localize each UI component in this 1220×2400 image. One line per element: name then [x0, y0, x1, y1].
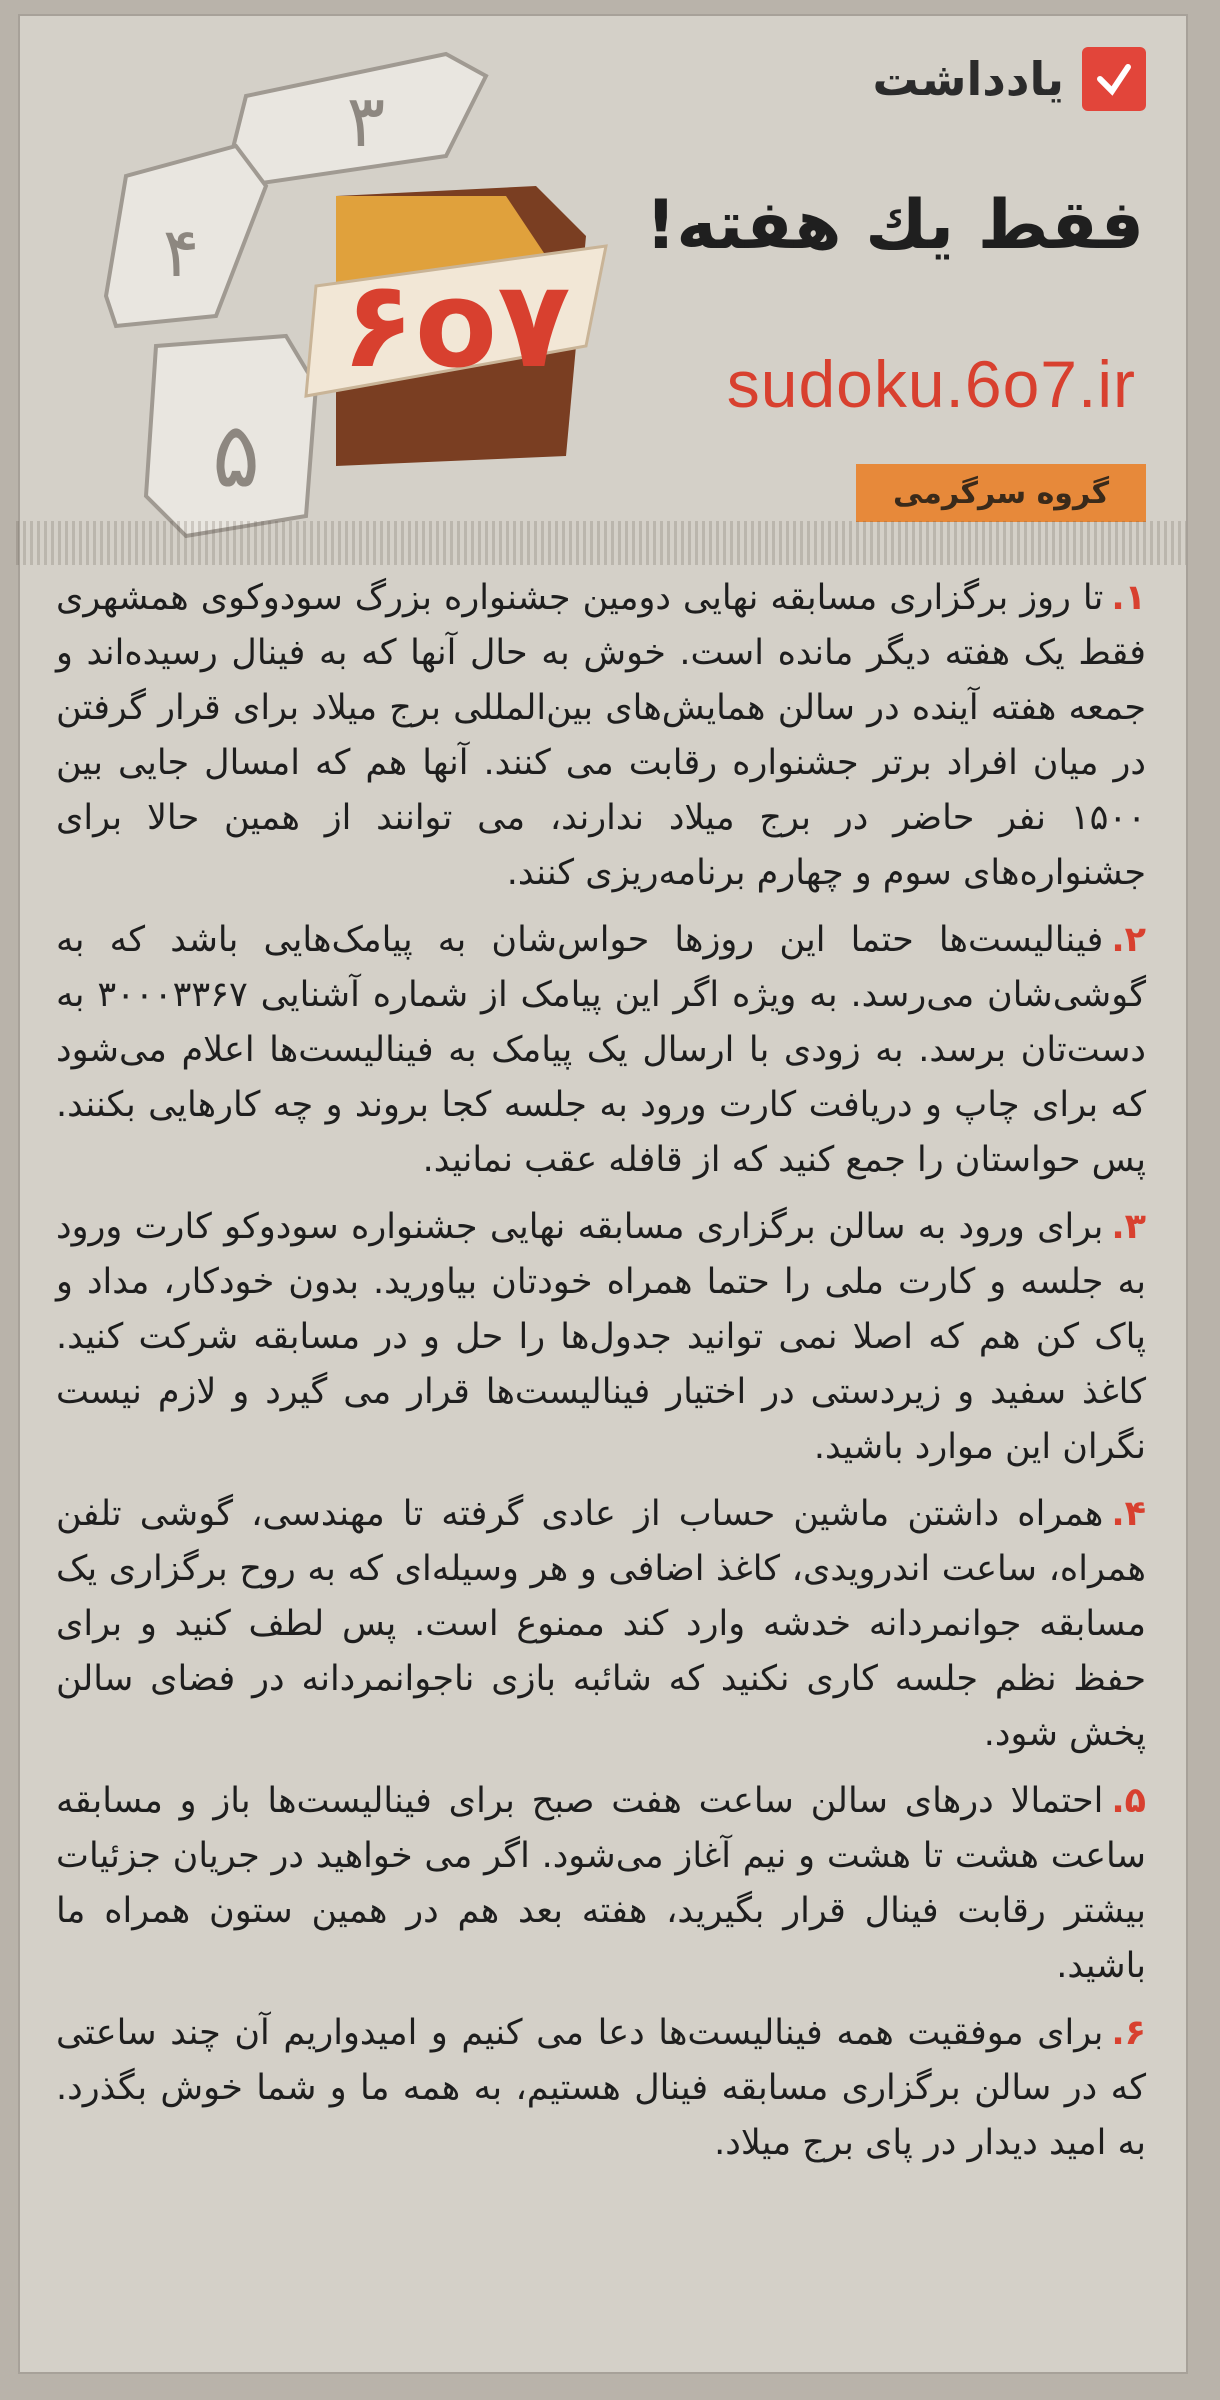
paragraph-text: برای موفقیت همه فینالیست‌ها دعا می کنیم و امیدواریم آن چند ساعتی که در سالن برگزاری مسابقه فینال هستیم، به همه ما و شما خوش بگذرد. به امید دیدار در پای برج میلاد.	[56, 2013, 1146, 2163]
dotted-divider	[16, 521, 1186, 565]
paragraph-text: برای ورود به سالن برگزاری مسابقه نهایی جشنواره سودوکو کارت ورود به جلسه و کارت ملی را حتما همراه خودتان بیاورید. بدون خودکار، مداد و پاک کن هم که اصلا نمی توانید جدول‌ها را حل و در مسابقه شرکت کنید. کاغذ سفید و زیردستی در اختیار فینالیست‌ها قرار می گیرد و لازم نیست نگران این موارد باشید.	[56, 1207, 1146, 1467]
paragraph-1	[56, 571, 1146, 901]
section-tag	[873, 44, 1146, 114]
tile-4-number: ۴	[162, 214, 200, 293]
tile-3	[231, 54, 486, 186]
paragraph-text: فینالیست‌ها حتما این روزها حواس‌شان به پیامک‌هایی باشد که به گوشی‌شان می‌رسد. به ویژه اگر این پیامک از شماره آشنایی ۳۰۰۰۳۳۶۷ به دست‌تان برسد. به زودی با ارسال یک پیامک به فینالیست‌ها اعلام می‌شود که برای چاپ و دریافت کارت ورود به جلسه کجا بروند و چه کارهایی بکنند. پس حواستان را جمع کنید که از قافله عقب نمانید.	[56, 920, 1146, 1180]
paragraph-6	[56, 2006, 1146, 2171]
paragraph-text: احتمالا درهای سالن ساعت هفت صبح برای فینالیست‌ها باز و مسابقه ساعت هشت تا هشت و نیم آغاز می‌شود. اگر می خواهید در جریان جزئیات بیشتر رقابت فینال قرار بگیرید، هفته بعد هم در همین ستون همراه ما باشید.	[56, 1781, 1146, 1986]
paragraph-4	[56, 1487, 1146, 1762]
paragraph-number: ۶.	[1111, 2013, 1146, 2053]
newspaper-column	[18, 14, 1188, 2374]
paragraph-text: همراه داشتن ماشین حساب از عادی گرفته تا مهندسی، گوشی تلفن همراه، ساعت اندرویدی، کاغذ اضافی و هر وسیله‌ای که به روح برگزاری یک مسابقه جوانمردانه خدشه وارد کند ممنوع است. پس لطف کنید و برای حفظ نظم جلسه کاری نکنید که شائبه بازی ناجوانمردانه در فضای سالن پخش شود.	[56, 1494, 1146, 1754]
pencil-note-icon	[1082, 47, 1146, 111]
607-emblem	[306, 186, 606, 466]
tile-5	[146, 336, 316, 536]
tile-3-number: ۳	[346, 79, 386, 163]
article-title: فقط يك هفته!	[645, 186, 1144, 265]
paragraph-number: ۵.	[1111, 1781, 1146, 1821]
article-body	[56, 571, 1146, 2183]
sudoku-logo	[66, 36, 626, 556]
paragraph-number: ۴.	[1111, 1494, 1146, 1534]
paragraph-number: ۲.	[1111, 920, 1146, 960]
emblem-text: ۶o۷	[341, 256, 571, 395]
section-label: یادداشت	[872, 52, 1064, 106]
paragraph-3	[56, 1200, 1146, 1475]
tile-4	[106, 146, 266, 326]
category-badge: گروه سرگرمی	[856, 464, 1146, 522]
paragraph-number: ۳.	[1111, 1207, 1146, 1247]
paragraph-text: تا روز برگزاری مسابقه نهایی دومین جشنواره بزرگ سودوکوی همشهری فقط یک هفته دیگر مانده است. خوش به حال آنها که به فینال رسیده‌اند و جمعه هفته آینده در سالن همایش‌های بین‌المللی برج میلاد برای قرار گرفتن در میان افراد برتر جشنواره رقابت می کنند. آنها هم که امسال جایی بین ۱۵۰۰ نفر حاضر در برج میلاد ندارند، می توانند از همین حالا برای جشنواره‌های سوم و چهارم برنامه‌ریزی کنند.	[56, 578, 1146, 893]
website-url: sudoku.6o7.ir	[726, 347, 1136, 421]
paragraph-2	[56, 913, 1146, 1188]
paragraph-number: ۱.	[1111, 578, 1146, 618]
tile-5-number: ۵	[211, 403, 261, 508]
column-header	[16, 16, 1186, 596]
paragraph-5	[56, 1774, 1146, 1994]
